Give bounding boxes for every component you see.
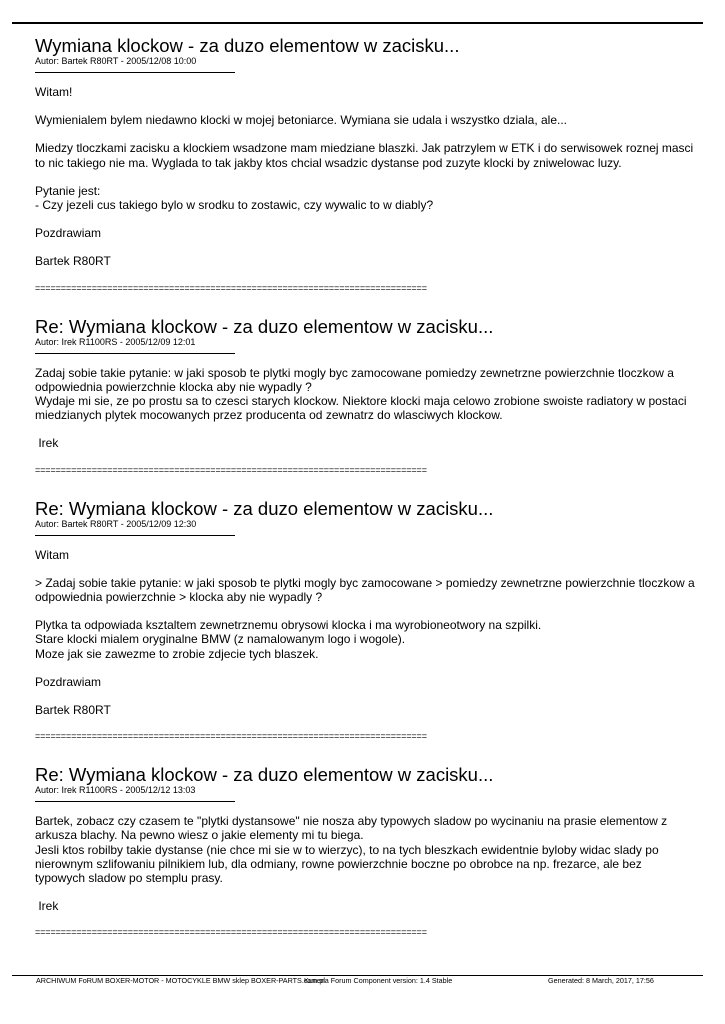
top-rule	[12, 22, 703, 24]
post-paragraph: Pytanie jest: - Czy jezeli cus takiego bylo w srodku to zostawic, czy wywalic to w diably?	[35, 183, 434, 213]
post-title: Re: Wymiana klockow - za duzo elementow w zacisku...	[35, 315, 494, 337]
meta-divider	[35, 353, 235, 354]
post-body	[35, 85, 695, 269]
post-signature: Bartek R80RT	[35, 703, 111, 718]
meta-divider	[35, 72, 235, 73]
post-author-date: Autor: Irek R1100RS - 2005/12/12 13:03	[35, 785, 196, 796]
post-paragraph: Miedzy tloczkami zacisku a klockiem wsadzone mam miedziane blaszki. Jak patrzylem w ETK i do serwisowek roznej masci to nic takiego nie ma. Wyglada to tak jakby ktos chcial wsadzic dystanse pod zuzyte klocki by zniwelowac luzy.	[35, 141, 697, 170]
post-title: Re: Wymiana klockow - za duzo elementow w zacisku...	[35, 764, 494, 786]
post-paragraph: Zadaj sobie takie pytanie: w jaki sposob te plytki mogly byc zamocowane pomiedzy zewnetrzne powierzchnie tloczkow a odpowiednia powierzchnie klocka aby nie wypadly ? Wydaje mi sie, ze po prostu sa to czesci starych klockow. Niektore klocki maja celowo zrobione swoiste radiatory w postaci miedzianych plytek mocowanych przez producenta od zewnatrz do wlasciwych klockow.	[35, 365, 687, 423]
post-paragraph: Pozdrawiam	[35, 674, 102, 689]
post-separator: ============================================================================	[35, 282, 427, 293]
footer-generated-date: Generated: 8 March, 2017, 17:56	[548, 976, 654, 985]
meta-divider	[35, 535, 235, 536]
post-title: Re: Wymiana klockow - za duzo elementow w zacisku...	[35, 497, 494, 519]
post-separator: ============================================================================	[35, 927, 427, 938]
post-signature: Irek	[35, 436, 59, 451]
footer-component-version: Kunena Forum Component version: 1.4 Stable	[304, 976, 453, 985]
post-paragraph: Witam!	[35, 85, 73, 99]
post-body	[35, 814, 695, 913]
post-body	[35, 366, 695, 451]
post-paragraph: Bartek, zobacz czy czasem te "plytki dystansowe" nie nosza aby typowych sladow po wycinaniu na prasie elementow z arkusza blachy. Na pewno wiesz o jakie elementy mi tu biega. Jesli ktos robilby takie dystanse (nie chce mi sie w to wierzyc), to na tych bleszkach ewidentnie byloby widac slady po nierownym szlifowaniu pilnikiem lub, dla odmiany, rowne powierzchnie boczne po obrobce na np. frezarce, ale bez typowych sladow po stemplu prasy.	[35, 814, 668, 886]
post-quote: > Zadaj sobie takie pytanie: w jaki sposob te plytki mogly byc zamocowane > pomiedzy zewnetrzne powierzchnie tloczkow a odpowiednia powierzchnie > klocka aby nie wypadly ?	[35, 575, 699, 605]
post-author-date: Autor: Bartek R80RT - 2005/12/09 12:30	[35, 518, 197, 529]
thread-content	[35, 35, 699, 961]
post-body	[35, 547, 699, 718]
post-paragraph: Pozdrawiam	[35, 226, 102, 241]
post	[35, 497, 699, 742]
post	[35, 765, 695, 937]
post-paragraph: Plytka ta odpowiada ksztaltem zewnetrznemu obrysowi klocka i ma wyrobioneotwory na szpilki. Stare klocki mialem oryginalne BMW (z namalowanym logo i wogole). Moze jak sie zawezme to zrobie zdjecie tych blaszek.	[35, 618, 542, 661]
post-title: Wymiana klockow - za duzo elementow w zacisku...	[35, 35, 460, 56]
post-author-date: Autor: Bartek R80RT - 2005/12/08 10:00	[35, 56, 197, 66]
post-signature: Bartek R80RT	[35, 254, 111, 269]
post-paragraph: Wymienialem bylem niedawno klocki w mojej betoniarce. Wymiana sie udala i wszystko dziala, ale...	[35, 113, 568, 128]
post-separator: ============================================================================	[35, 731, 427, 742]
post-paragraph: Witam	[35, 547, 69, 562]
meta-divider	[35, 801, 235, 802]
post-separator: ============================================================================	[35, 464, 427, 475]
post	[35, 36, 695, 293]
post	[35, 317, 695, 475]
post-signature: Irek	[35, 899, 59, 914]
post-author-date: Autor: Irek R1100RS - 2005/12/09 12:01	[35, 336, 196, 347]
footer-site-name: ARCHIWUM FoRUM BOXER-MOTOR - MOTOCYKLE BMW sklep BOXER-PARTS.com.pl	[36, 976, 325, 985]
